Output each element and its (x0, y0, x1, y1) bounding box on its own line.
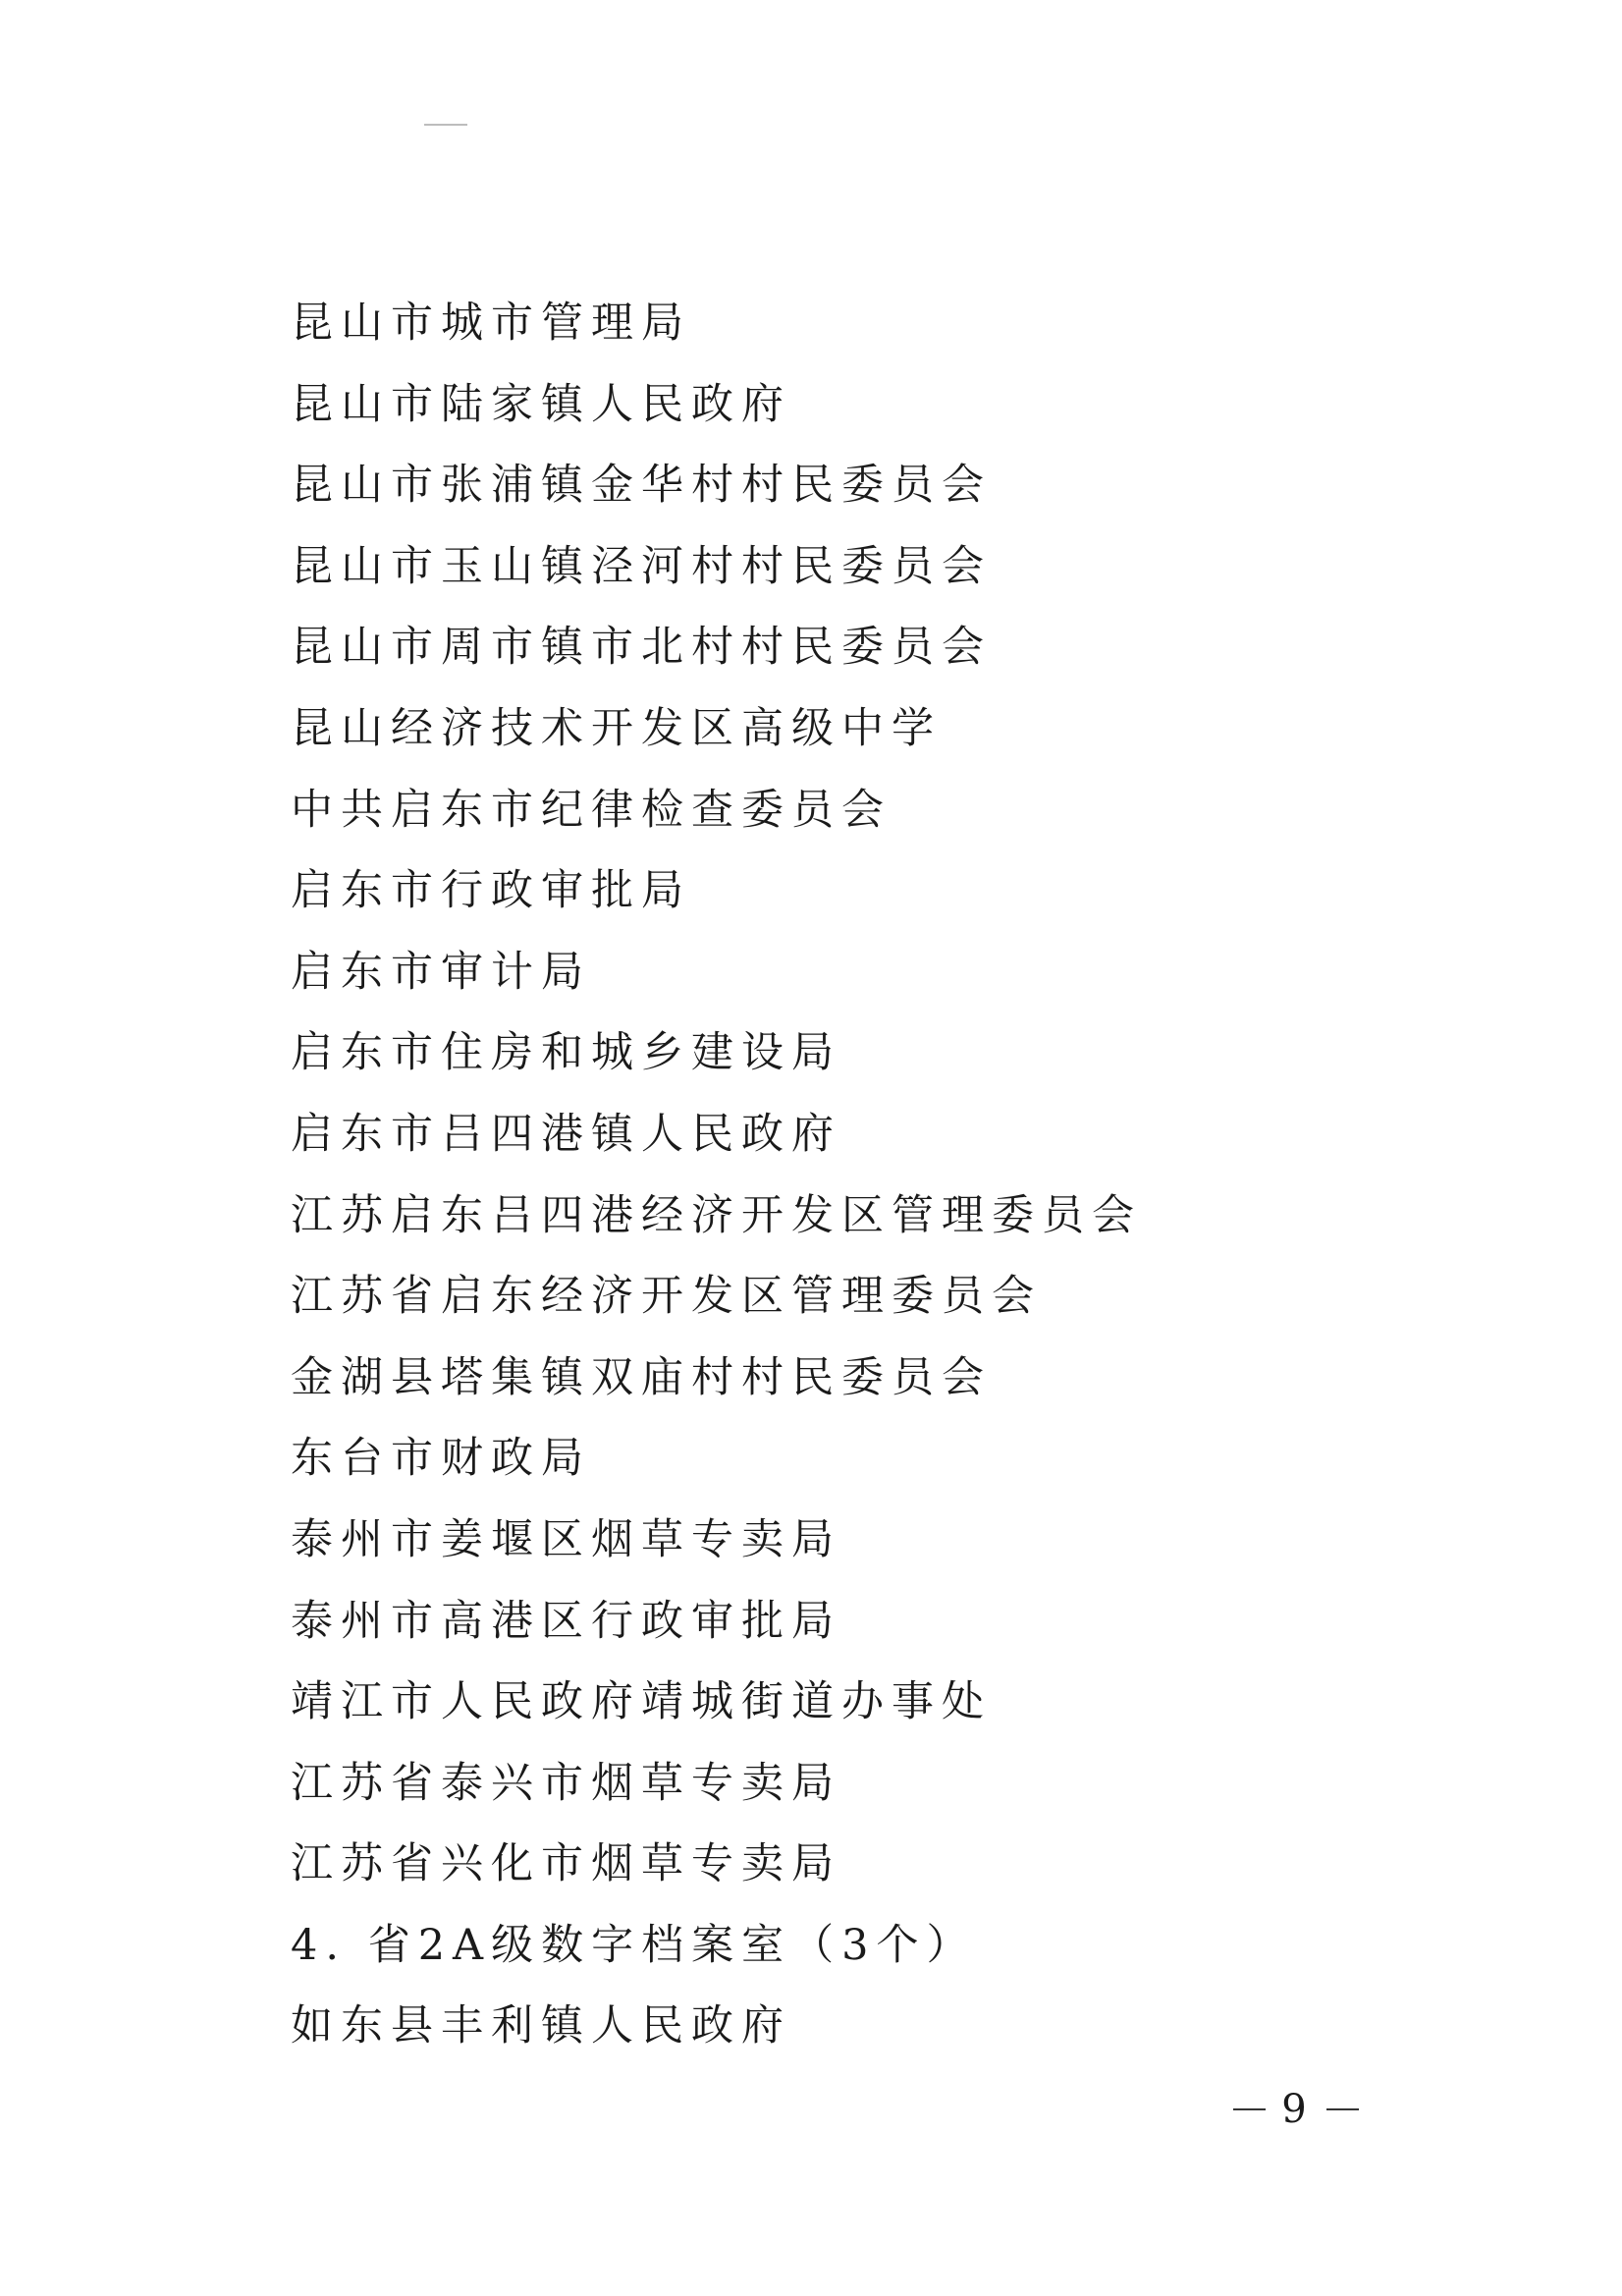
dash-left (1233, 2108, 1266, 2110)
organization-list (291, 283, 1142, 2067)
section-heading: 4. 省2A级数字档案室（3个） (291, 1920, 977, 1970)
page-number-value: 9 (1281, 2087, 1311, 2132)
list-line: 昆山市张浦镇金华村村民委员会 (291, 461, 992, 511)
list-line: 东台市财政局 (291, 1434, 591, 1484)
list-line: 启东市吕四港镇人民政府 (291, 1109, 841, 1159)
list-line: 中共启东市纪律检查委员会 (291, 785, 892, 835)
list-line: 昆山市周市镇市北村村民委员会 (291, 623, 992, 673)
list-line: 启东市住房和城乡建设局 (291, 1028, 841, 1078)
dash-right (1326, 2108, 1359, 2110)
list-line: 昆山市玉山镇泾河村村民委员会 (291, 541, 992, 591)
list-line: 昆山经济技术开发区高级中学 (291, 703, 942, 753)
list-line: 江苏省泰兴市烟草专卖局 (291, 1758, 841, 1808)
list-line: 江苏省启东经济开发区管理委员会 (291, 1272, 1042, 1322)
top-mark (424, 124, 467, 126)
list-line: 江苏启东吕四港经济开发区管理委员会 (291, 1190, 1142, 1240)
list-line: 泰州市高港区行政审批局 (291, 1596, 841, 1646)
list-line: 金湖县塔集镇双庙村村民委员会 (291, 1352, 992, 1402)
list-line: 如东县丰利镇人民政府 (291, 2001, 791, 2051)
page-number (1217, 2080, 1375, 2139)
list-line: 江苏省兴化市烟草专卖局 (291, 1839, 841, 1889)
list-line: 昆山市陆家镇人民政府 (291, 379, 791, 429)
list-line: 泰州市姜堰区烟草专卖局 (291, 1514, 841, 1564)
list-line: 靖江市人民政府靖城街道办事处 (291, 1677, 992, 1727)
list-line: 昆山市城市管理局 (291, 299, 691, 348)
list-line: 启东市行政审批局 (291, 866, 691, 916)
list-line: 启东市审计局 (291, 947, 591, 997)
